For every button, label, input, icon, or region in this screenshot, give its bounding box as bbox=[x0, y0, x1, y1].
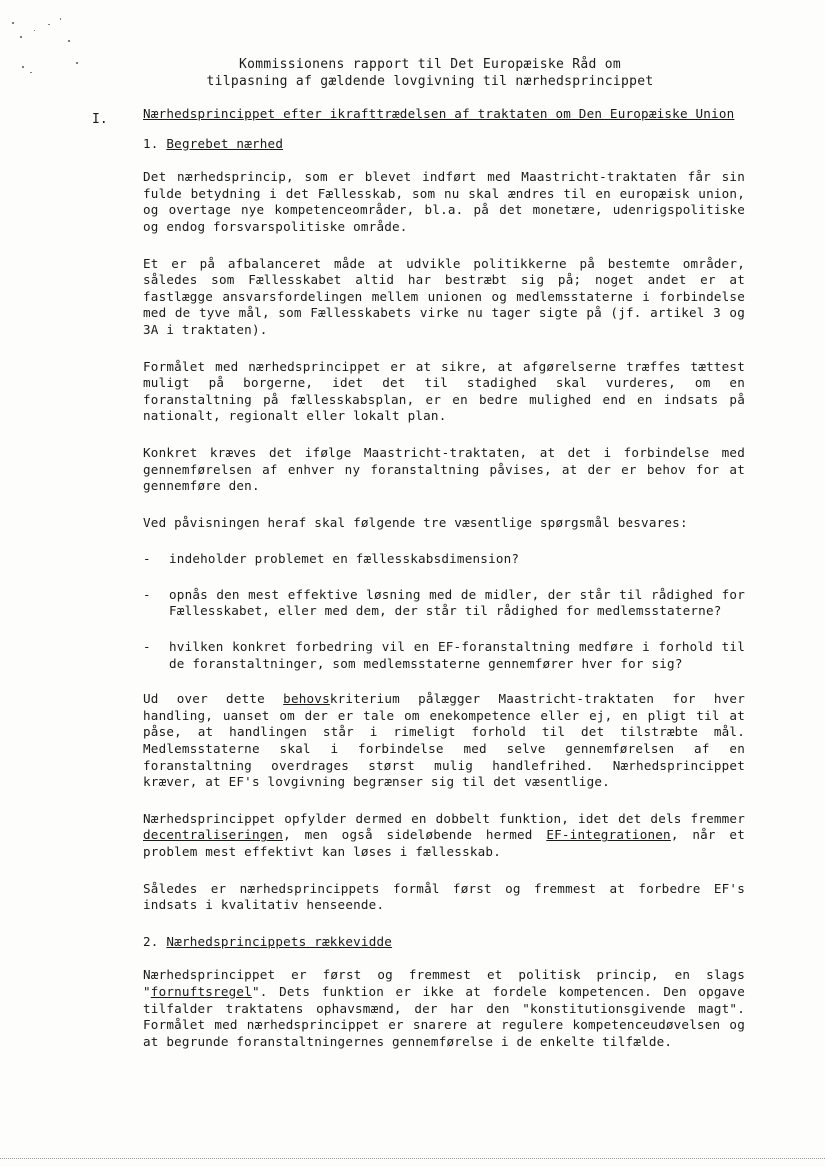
paragraph-5: Ved påvisningen heraf skal følgende tre væsentlige spørgsmål besvares: bbox=[143, 514, 688, 530]
underlined-term: fornuftsregel bbox=[150, 983, 252, 999]
header-line-2: tilpasning af gældende lovgivning til nærhedsprincippet bbox=[206, 74, 654, 89]
subsection-heading-2 bbox=[143, 934, 745, 951]
paragraph-1: Det nærhedsprincip, som er blevet indført med Maastricht-traktaten får sin fulde betydning i det Fællesskab, som nu skal ændres til en europæisk union, og overtage nye kompetenceområder, bl.a. på det monetære, udenrigspolitiske og endog forsvarspolitiske område. bbox=[143, 169, 745, 234]
paragraph-2: Et er på afbalanceret måde at udvikle politikkerne på bestemte områder, således som Fællesskabet altid har bestræbt sig på; noget andet er at fastlægge ansvarsfordelingen mellem unionen og medlemsstaterne i forbindelse med de tyve mål, som Fællesskabets virke nu tager sigte på (jf. artikel 3 og 3A i traktaten). bbox=[143, 255, 745, 337]
text-run: Nærhedsprincippet opfylder dermed en dobbelt funktion, idet det dels fremmer bbox=[143, 810, 745, 826]
subsection-title: Nærhedsprincippets rækkevidde bbox=[166, 933, 393, 949]
text-run: , når et problem mest effektivt kan løses i fællesskab. bbox=[143, 827, 745, 859]
scan-speck bbox=[60, 18, 61, 20]
bullet-dash: - bbox=[143, 586, 151, 602]
underlined-term: behovs bbox=[283, 691, 330, 707]
bullet-text: indeholder problemet en fællesskabsdimension? bbox=[169, 551, 520, 567]
scan-speck bbox=[20, 36, 22, 38]
scan-speck bbox=[48, 24, 50, 25]
text-run: Nærhedsprincippet er først og fremmest et politisk princip, en slags " bbox=[143, 967, 745, 999]
bullet-text: hvilken konkret forbedring vil en EF-foranstaltning medføre i forhold til de foranstaltninger, som medlemsstaterne gennemfører hver for sig? bbox=[169, 639, 745, 671]
subsection-number: 2. bbox=[143, 933, 159, 949]
bullet-item bbox=[143, 639, 745, 672]
section-title: Nærhedsprincippet efter ikrafttrædelsen af traktaten om Den Europæiske Union bbox=[143, 106, 735, 121]
scan-speck bbox=[12, 22, 14, 24]
bullet-text: opnås den mest effektive løsning med de midler, der står til rådighed for Fællesskabet, eller med dem, der står til rådighed for medlemsstaterne? bbox=[169, 586, 745, 619]
paragraph-6 bbox=[143, 691, 745, 791]
bullet-dash: - bbox=[143, 551, 151, 567]
underlined-term: decentraliseringen bbox=[143, 827, 284, 843]
subsection-title: Begrebet nærhed bbox=[166, 135, 284, 151]
text-run: ". Dets funktion er ikke at fordele kompetencen. Den opgave tilfalder traktatens ophavsmænd, der har den "konstitutionsgivende magt". Formålet med nærhedsprincippet er snarere at regulere kompetenceudøvelsen og at begrunde foranstaltningernes gennemførelse i de enkelte tilfælde. bbox=[143, 983, 745, 1049]
header-line-1: Kommissionens rapport til Det Europæiske Råd om bbox=[239, 57, 621, 72]
bullet-item bbox=[143, 551, 745, 568]
underlined-term: EF-integrationen bbox=[546, 827, 671, 843]
scan-speck bbox=[34, 30, 35, 31]
scan-speck bbox=[22, 66, 24, 68]
bullet-item bbox=[143, 587, 745, 620]
paragraph-4: Konkret kræves det ifølge Maastricht-traktaten, at det i forbindelse med gennemførelsen af enhver ny foranstaltning påvises, at der er behov for at gennemføre den. bbox=[143, 444, 745, 494]
paragraph-7 bbox=[143, 811, 745, 861]
scan-edge-line bbox=[0, 1158, 825, 1160]
scan-speck bbox=[68, 40, 70, 42]
scan-speck bbox=[76, 62, 78, 64]
document-body bbox=[143, 106, 745, 1070]
paragraph-8: Således er nærhedsprincippets formål først og fremmest at forbedre EF's indsats i kvalitativ henseende. bbox=[143, 880, 745, 913]
text-run: , men også sideløbende hermed bbox=[283, 827, 547, 843]
paragraph-3: Formålet med nærhedsprincippet er at sikre, at afgørelserne træffes tættest muligt på borgerne, idet det til stadighed skal vurderes, om en foranstaltning på fællesskabsplan, er en bedre mulighed end en indsats på nationalt, regionalt eller lokalt plan. bbox=[143, 358, 745, 424]
paragraph-9 bbox=[143, 967, 745, 1050]
subsection-heading-1 bbox=[143, 136, 745, 153]
text-run: kriterium pålægger Maastricht-traktaten for hver handling, uanset om der er tale om enekompetence eller ej, en pligt til at påse, at handlingen står i rimeligt forhold til det tilstræbte mål. Medlemsstaterne skal i forbindelse med selve gennemførelsen af en foranstaltning overdrages størst mulig handlefrihed. Nærhedsprincippet kræver, at EF's lovgivning begrænser sig til det væsentlige. bbox=[143, 691, 745, 790]
text-run: Ud over dette bbox=[143, 691, 284, 707]
section-number: I. bbox=[92, 112, 108, 127]
document-header bbox=[150, 56, 710, 90]
scan-speck bbox=[30, 72, 32, 73]
subsection-number: 1. bbox=[143, 135, 159, 151]
bullet-dash: - bbox=[143, 639, 151, 655]
